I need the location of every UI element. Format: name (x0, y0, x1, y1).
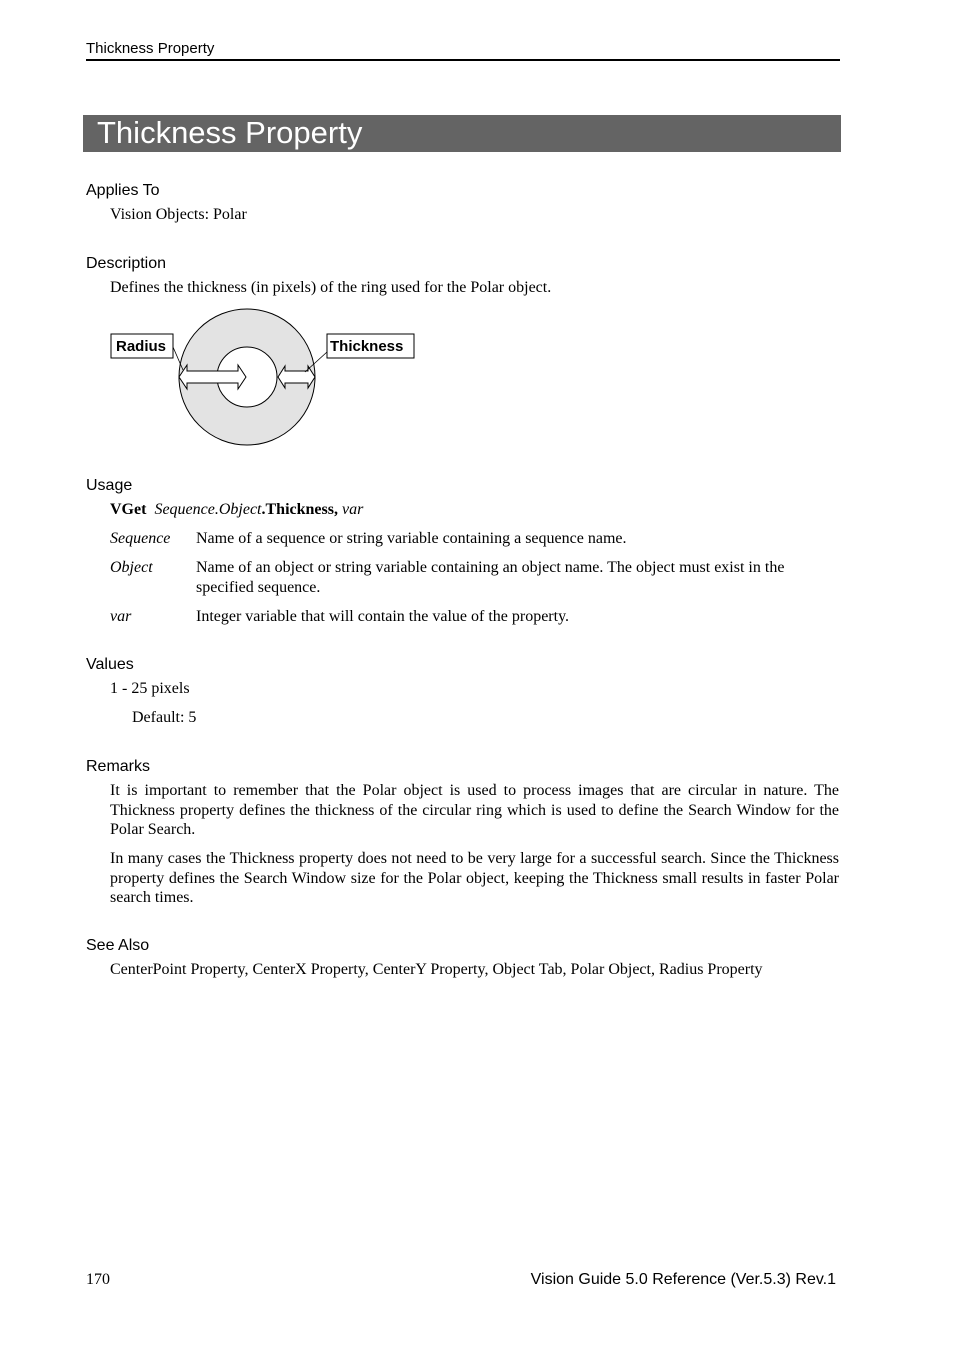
usage-syntax (110, 500, 363, 520)
page-title: Thickness Property (97, 115, 363, 150)
syntax-command: VGet (110, 501, 147, 518)
page-title-bar (83, 115, 841, 152)
remarks-paragraph: In many cases the Thickness property does not need to be very large for a successful search. Since the Thickness property defines the Search Window size for the Polar object, keeping the Thickness small results in faster Polar search times. (110, 850, 839, 906)
param-desc-sequence: Name of a sequence or string variable containing a sequence name. (196, 530, 627, 547)
applies-to-heading: Applies To (86, 182, 160, 199)
description-heading: Description (86, 255, 167, 272)
values-heading: Values (86, 656, 134, 673)
radius-label: Radius (116, 338, 167, 355)
remarks-heading: Remarks (86, 758, 151, 775)
param-term-var: var (110, 608, 132, 625)
page-number: 170 (86, 1271, 110, 1288)
syntax-dot: . (214, 501, 219, 518)
param-desc-var: Integer variable that will contain the value of the property. (196, 608, 570, 625)
running-header: Thickness Property (86, 40, 840, 61)
usage-heading: Usage (86, 477, 133, 494)
footer-doc-title: Vision Guide 5.0 Reference (Ver.5.3) Rev.1 (530, 1271, 836, 1288)
see-also-heading: See Also (86, 937, 150, 954)
syntax-var: var (341, 501, 364, 518)
syntax-sequence: Sequence (154, 501, 215, 518)
param-term-object: Object (110, 559, 153, 576)
polar-ring-diagram (105, 300, 425, 450)
syntax-property: .Thickness, (261, 501, 338, 518)
thickness-label: Thickness (330, 338, 404, 355)
values-default: Default: 5 (132, 709, 197, 726)
param-desc-object: Name of an object or string variable containing an object name. The object must exist in the specified sequence. (196, 559, 785, 596)
param-term-sequence: Sequence (110, 530, 171, 547)
see-also-text: CenterPoint Property, CenterX Property, CenterY Property, Object Tab, Polar Object, Radius Property (110, 961, 763, 978)
syntax-object: Object (218, 501, 262, 518)
description-text: Defines the thickness (in pixels) of the ring used for the Polar object. (110, 279, 552, 296)
applies-to-text: Vision Objects: Polar (110, 206, 247, 223)
values-range: 1 - 25 pixels (110, 680, 190, 697)
remarks-paragraph: It is important to remember that the Polar object is used to process images that are circular in nature. The Thickness property defines the thickness of the circular ring which is used to define the Search Window for the Polar Search. (110, 782, 839, 838)
